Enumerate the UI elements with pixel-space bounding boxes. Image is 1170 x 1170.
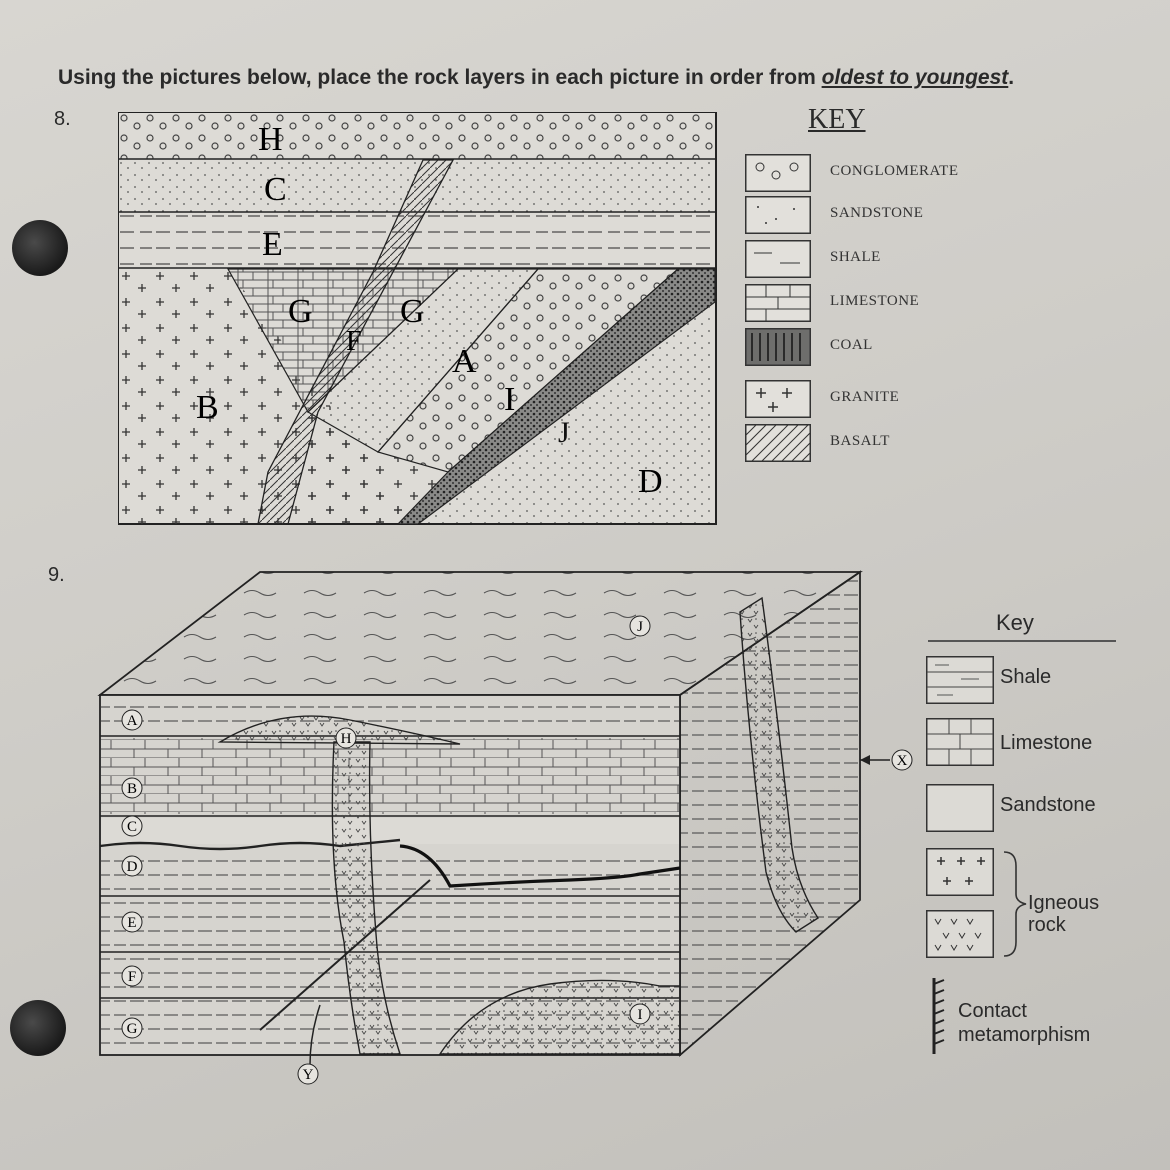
q8-label-a: A [452,343,477,380]
q9-key-contact-line2: metamorphism [958,1024,1091,1046]
q8-label-h: H [258,121,283,158]
basalt-pattern-icon [745,424,811,462]
q8-key-label: CONGLOMERATE [830,163,959,179]
q9-label-x: X [896,753,908,769]
q9-key-igneous-line1: Igneous [1028,892,1100,914]
q8-key-label: COAL [830,337,873,353]
igneous-pattern-icon [926,910,994,958]
q8-key-label: SANDSTONE [830,205,924,221]
q9-label-j: J [637,619,643,635]
q9-key-label: Sandstone [1000,794,1096,816]
q9-key-divider [928,640,1116,642]
q9-key-contact-line1: Contact [958,1000,1027,1022]
q8-label-g-left: G [288,293,313,330]
instructions-lead: Using the pictures below, place the rock layers in each picture in order from [58,66,822,89]
sandstone-pattern-icon [745,196,811,234]
conglomerate-pattern-icon [745,154,811,192]
instructions [58,66,1158,90]
q9-label-e: E [127,915,137,931]
q8-label-e: E [262,226,283,263]
q8-cross-section-diagram [118,112,718,526]
instructions-end: . [1008,66,1015,89]
q9-label-g: G [126,1021,138,1037]
q9-block-diagram [60,560,940,1090]
q8-label-g-right: G [400,293,425,330]
q9-key-igneous-line2: rock [1028,914,1066,936]
q8-layer-h [119,113,715,159]
q9-label-f: F [127,969,137,985]
q8-key-label: GRANITE [830,389,900,405]
q9-label-a: A [126,713,138,729]
q8-key-title: KEY [808,104,866,135]
binder-hole-bottom [10,1000,66,1056]
q8-label-f: F [346,326,362,357]
q9-label-c: C [126,819,138,835]
q9-label-h: H [340,731,352,747]
q9-key-title: Key [996,610,1034,635]
limestone-pattern-icon [926,718,994,766]
q8-label-d: D [638,463,663,500]
q9-key-label: Limestone [1000,732,1093,754]
contact-metamorphism-icon [928,976,952,1056]
q8-key-label: LIMESTONE [830,293,920,309]
shale-pattern-icon [926,656,994,704]
question-8-number: 8. [54,108,71,130]
q9-label-y: Y [302,1067,314,1083]
q9-label-b: B [126,781,138,797]
q9-layer-d [101,850,679,892]
q9-label-d: D [126,859,138,875]
limestone-pattern-icon [745,284,811,322]
q9-key-label: Shale [1000,666,1052,688]
q8-label-c: C [264,171,287,208]
q8-label-j: J [558,416,570,449]
brace-icon [1000,850,1028,960]
sandstone-pattern-icon [926,784,994,832]
q8-label-b: B [196,389,219,426]
q8-key-label: SHALE [830,249,881,265]
granite-pattern-icon [926,848,994,896]
q8-label-i: I [504,381,516,418]
shale-pattern-icon [745,240,811,278]
q9-layer-e [101,898,679,948]
binder-hole-top [12,220,68,276]
q9-layer-b [101,738,679,814]
granite-pattern-icon [745,380,811,418]
coal-pattern-icon [745,328,811,366]
q9-label-i: I [637,1007,643,1023]
q8-key-label: BASALT [830,433,890,449]
question-9-number: 9. [48,564,65,586]
instructions-emphasis: oldest to youngest [821,66,1009,89]
